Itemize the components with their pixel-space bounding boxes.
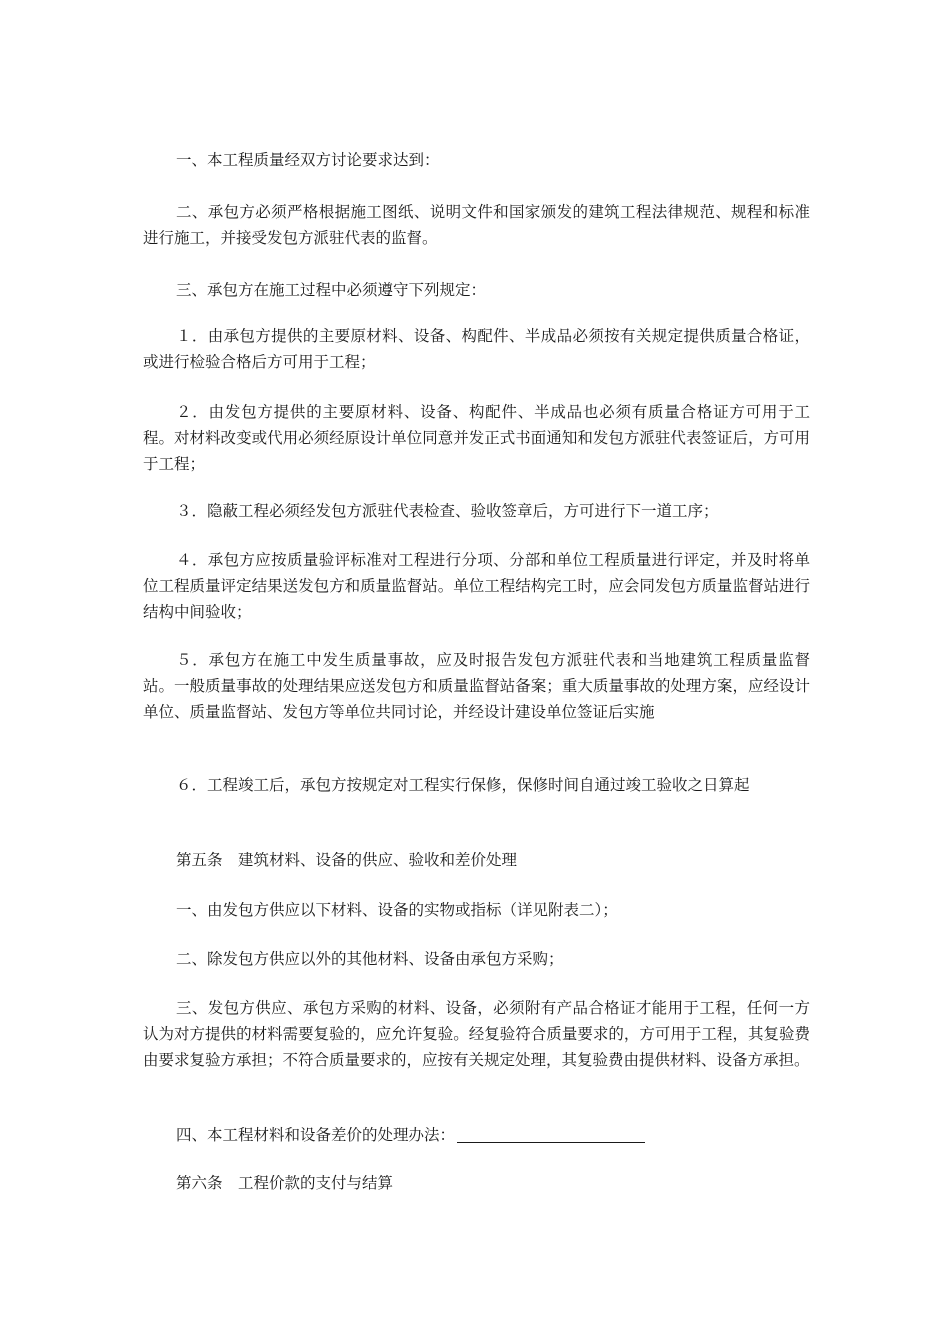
paragraph-rule-5: ５．承包方在施工中发生质量事故，应及时报告发包方派驻代表和当地建筑工程质量监督站。一般质量事故的处理结果应送发包方和质量监督站备案；重大质量事故的处理方案，应经设计单位、质量监督站、发包方等单位共同讨论，并经设计建设单位签证后实施	[143, 651, 810, 721]
price-difference-blank-line	[457, 1126, 645, 1143]
article-5-heading: 第五条 建筑材料、设备的供应、验收和差价处理	[176, 851, 518, 869]
paragraph-construction-standards: 二、承包方必须严格根据施工图纸、说明文件和国家颁发的建筑工程法律规范、规程和标准进行施工，并接受发包方派驻代表的监督。	[143, 203, 810, 247]
article-6-heading: 第六条 工程价款的支付与结算	[176, 1174, 394, 1192]
paragraph-owner-supply: 一、由发包方供应以下材料、设备的实物或指标（详见附表二）；	[176, 901, 618, 919]
paragraph-material-certification: 三、发包方供应、承包方采购的材料、设备，必须附有产品合格证才能用于工程，任何一方认为对方提供的材料需要复验的，应允许复验。经复验符合质量要求的，方可用于工程，其复验费由要求复验方承担；不符合质量要求的，应按有关规定处理，其复验费由提供材料、设备方承担。	[143, 999, 810, 1069]
paragraph-rule-6: ６．工程竣工后，承包方按规定对工程实行保修，保修时间自通过竣工验收之日算起	[176, 776, 750, 794]
paragraph-quality-requirement: 一、本工程质量经双方讨论要求达到：	[176, 151, 440, 169]
paragraph-price-difference	[143, 1122, 810, 1148]
paragraph-contractor-rules-heading: 三、承包方在施工过程中必须遵守下列规定：	[176, 281, 487, 299]
price-difference-label: 四、本工程材料和设备差价的处理办法：	[176, 1126, 456, 1144]
paragraph-rule-1: １．由承包方提供的主要原材料、设备、构配件、半成品必须按有关规定提供质量合格证，或进行检验合格后方可用于工程；	[143, 327, 810, 371]
paragraph-rule-4: ４．承包方应按质量验评标准对工程进行分项、分部和单位工程质量进行评定，并及时将单位工程质量评定结果送发包方和质量监督站。单位工程结构完工时，应会同发包方质量监督站进行结构中间验收；	[143, 551, 810, 621]
paragraph-rule-2: ２．由发包方提供的主要原材料、设备、构配件、半成品也必须有质量合格证方可用于工程。对材料改变或代用必须经原设计单位同意并发正式书面通知和发包方派驻代表签证后，方可用于工程；	[143, 403, 810, 473]
paragraph-contractor-purchase: 二、除发包方供应以外的其他材料、设备由承包方采购；	[176, 950, 564, 968]
paragraph-rule-3: ３．隐蔽工程必须经发包方派驻代表检查、验收签章后，方可进行下一道工序；	[176, 502, 719, 520]
